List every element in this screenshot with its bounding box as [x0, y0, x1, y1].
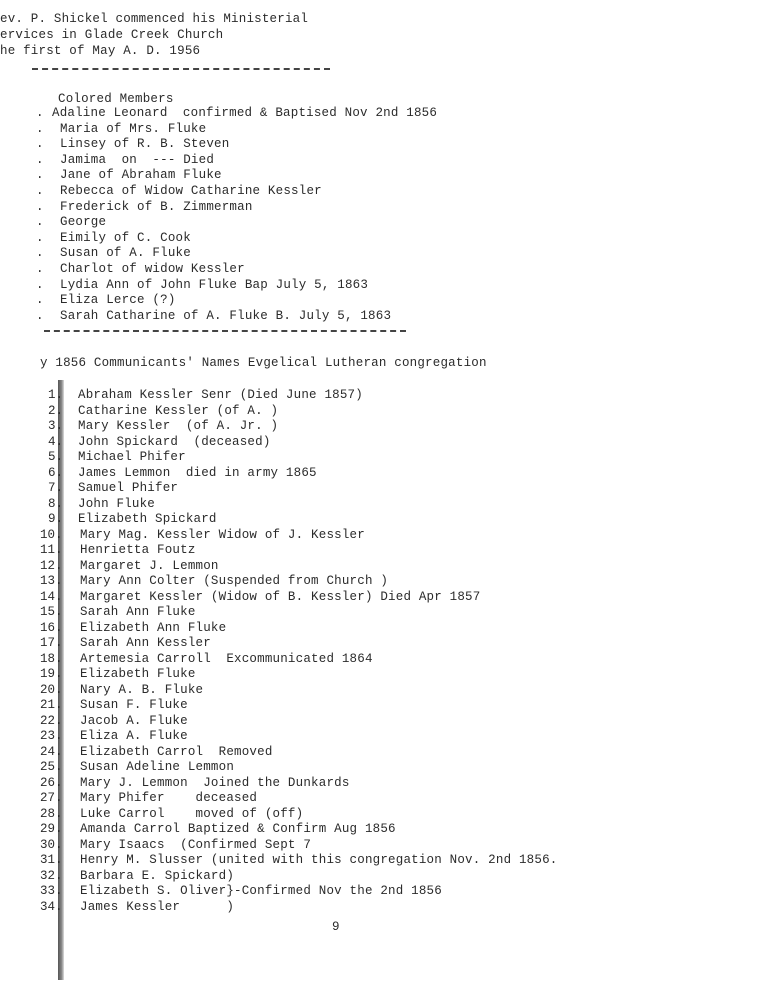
communicant-entry: Sarah Ann Fluke — [80, 605, 196, 619]
colored-member-entry: Susan of A. Fluke — [60, 246, 191, 261]
communicant-entry: Mary J. Lemmon Joined the Dunkards — [80, 775, 350, 790]
communicant-number: 18. — [40, 651, 63, 666]
communicant-entry: James Lemmon died in army 1865 — [78, 465, 317, 480]
colored-member-entry: Frederick of B. Zimmerman — [60, 199, 253, 214]
communicant-entry: Mary Mag. Kessler Widow of J. Kessler — [80, 527, 365, 542]
communicant-number: 3. — [48, 419, 64, 433]
communicant-number: 4. — [48, 434, 64, 449]
communicant-number: 16. — [40, 620, 63, 635]
communicant-entry: Amanda Carrol Baptized & Confirm Aug 1856 — [80, 822, 396, 836]
colored-member-number: . — [36, 184, 44, 198]
colored-member-entry: George — [60, 215, 107, 230]
colored-member-number: . — [36, 230, 44, 245]
communicant-number: 21. — [40, 698, 63, 712]
colored-member-entry: Eimily of C. Cook — [60, 230, 191, 245]
colored-members-title: Colored Members — [58, 92, 174, 106]
communicant-number: 5. — [48, 450, 64, 464]
communicant-number: 27. — [40, 791, 63, 805]
communicant-number: 11. — [40, 543, 63, 557]
communicant-number: 25. — [40, 760, 63, 774]
header-line-2: ervices in Glade Creek Church — [0, 28, 224, 42]
communicant-entry: Mary Kessler (of A. Jr. ) — [78, 419, 279, 433]
communicant-number: 14. — [40, 589, 63, 604]
colored-member-number: . — [36, 277, 44, 292]
communicant-number: 12. — [40, 558, 63, 573]
communicant-number: 15. — [40, 605, 63, 619]
colored-member-entry: Lydia Ann of John Fluke Bap July 5, 1863 — [60, 277, 369, 292]
communicant-number: 7. — [48, 481, 64, 495]
header-divider — [32, 68, 330, 70]
communicant-entry: Michael Phifer — [78, 450, 186, 464]
communicant-number: 24. — [40, 744, 63, 759]
communicant-number: 17. — [40, 636, 63, 650]
colored-member-number: . — [36, 246, 44, 261]
colored-member-entry: Sarah Catharine of A. Fluke B. July 5, 1863 — [60, 308, 392, 323]
communicant-number: 19. — [40, 667, 63, 681]
communicant-number: 22. — [40, 713, 63, 728]
communicant-number: 9. — [48, 512, 64, 526]
communicant-entry: Mary Isaacs (Confirmed Sept 7 — [80, 837, 312, 852]
communicant-entry: Barbara E. Spickard) — [80, 868, 235, 883]
page-number: 9 — [332, 920, 340, 934]
communicant-entry: Elizabeth Spickard — [78, 512, 217, 526]
communicant-entry: Elizabeth Fluke — [80, 667, 196, 681]
communicant-number: 28. — [40, 806, 63, 821]
communicant-number: 29. — [40, 822, 63, 836]
colored-member-number: . — [36, 262, 44, 276]
communicant-entry: Sarah Ann Kessler — [80, 636, 211, 650]
communicant-entry: John Fluke — [78, 496, 156, 511]
communicant-number: 10. — [40, 527, 63, 542]
communicant-entry: Henry M. Slusser (united with this congregation Nov. 2nd 1856. — [80, 853, 558, 867]
colored-member-entry: Eliza Lerce (?) — [60, 293, 176, 308]
colored-member-entry: Adaline Leonard confirmed & Baptised Nov 2nd 1856 — [52, 106, 438, 120]
communicant-number: 23. — [40, 729, 63, 743]
communicant-entry: Mary Phifer deceased — [80, 791, 258, 805]
colored-member-entry: Linsey of R. B. Steven — [60, 137, 230, 152]
colored-member-entry: Rebecca of Widow Catharine Kessler — [60, 184, 322, 198]
communicant-entry: Elizabeth S. Oliver}-Confirmed Nov the 2nd 1856 — [80, 884, 442, 898]
communicant-number: 6. — [48, 465, 64, 480]
section-divider — [44, 330, 406, 332]
communicant-number: 31. — [40, 853, 63, 867]
communicant-entry: Susan F. Fluke — [80, 698, 188, 712]
communicant-number: 33. — [40, 884, 63, 898]
communicant-entry: James Kessler ) — [80, 899, 235, 914]
communicant-number: 30. — [40, 837, 63, 852]
header-line-3: he first of May A. D. 1956 — [0, 44, 201, 58]
communicant-number: 2. — [48, 403, 64, 418]
communicant-entry: Jacob A. Fluke — [80, 713, 188, 728]
header-line-1: ev. P. Shickel commenced his Ministerial — [0, 12, 309, 26]
communicant-number: 34. — [40, 899, 63, 914]
colored-member-number: . — [36, 308, 44, 323]
communicant-entry: Margaret Kessler (Widow of B. Kessler) Died Apr 1857 — [80, 589, 481, 604]
communicant-entry: Elizabeth Ann Fluke — [80, 620, 227, 635]
communicant-entry: Eliza A. Fluke — [80, 729, 188, 743]
communicant-entry: Mary Ann Colter (Suspended from Church ) — [80, 574, 389, 588]
communicant-number: 1. — [48, 388, 64, 402]
colored-member-number: . — [36, 137, 44, 152]
colored-member-number: . — [36, 152, 44, 167]
colored-member-number: . — [36, 106, 44, 120]
communicant-entry: Margaret J. Lemmon — [80, 558, 219, 573]
colored-member-entry: Jamima on --- Died — [60, 152, 215, 167]
communicant-entry: Catharine Kessler (of A. ) — [78, 403, 279, 418]
colored-member-entry: Charlot of widow Kessler — [60, 262, 245, 276]
communicant-entry: John Spickard (deceased) — [78, 434, 271, 449]
colored-member-number: . — [36, 293, 44, 308]
communicants-title: y 1856 Communicants' Names Evgelical Lutheran congregation — [40, 356, 487, 370]
communicant-number: 8. — [48, 496, 64, 511]
communicant-number: 13. — [40, 574, 63, 588]
communicant-entry: Luke Carrol moved of (off) — [80, 806, 304, 821]
communicant-entry: Artemesia Carroll Excommunicated 1864 — [80, 651, 373, 666]
communicant-entry: Abraham Kessler Senr (Died June 1857) — [78, 388, 363, 402]
communicant-number: 26. — [40, 775, 63, 790]
communicant-number: 20. — [40, 682, 63, 697]
colored-member-number: . — [36, 121, 44, 136]
colored-member-entry: Maria of Mrs. Fluke — [60, 121, 207, 136]
colored-member-number: . — [36, 199, 44, 214]
communicant-number: 32. — [40, 868, 63, 883]
communicant-entry: Nary A. B. Fluke — [80, 682, 204, 697]
communicant-entry: Susan Adeline Lemmon — [80, 760, 235, 774]
communicant-entry: Henrietta Foutz — [80, 543, 196, 557]
colored-member-number: . — [36, 215, 44, 230]
communicant-entry: Elizabeth Carrol Removed — [80, 744, 273, 759]
communicant-entry: Samuel Phifer — [78, 481, 179, 495]
colored-member-number: . — [36, 168, 44, 183]
colored-member-entry: Jane of Abraham Fluke — [60, 168, 222, 183]
